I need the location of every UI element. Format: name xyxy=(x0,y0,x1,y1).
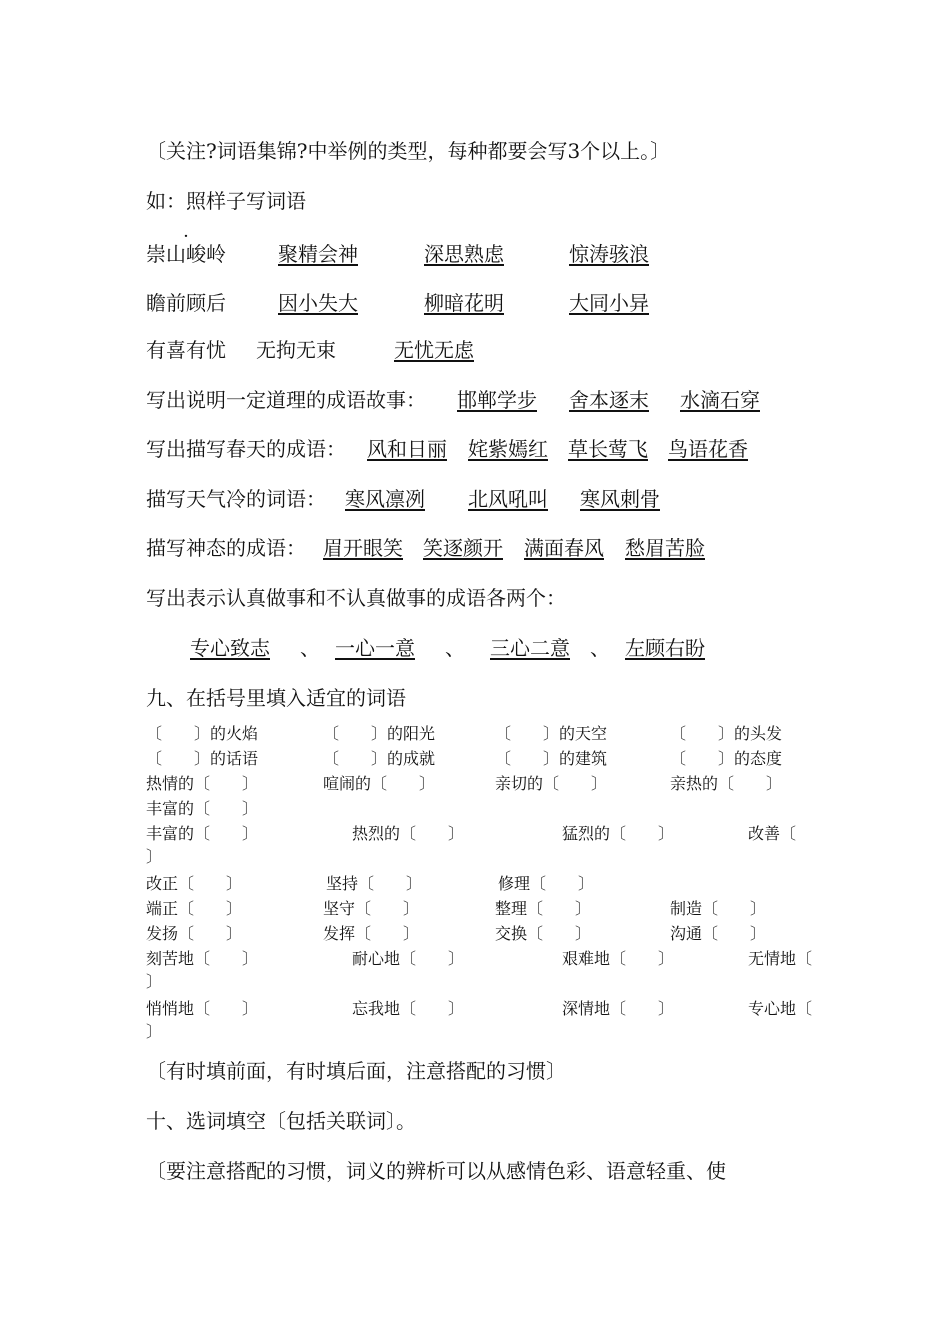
fill-in-item: 沟通〔 〕 xyxy=(670,924,767,943)
fill-in-item: 制造〔 〕 xyxy=(670,899,767,918)
fill-in-item: 〔 〕的阳光 xyxy=(323,724,436,743)
fill-in-item: 艰难地〔 〕 xyxy=(562,949,675,968)
example-word: 瞻前顾后 xyxy=(146,291,226,315)
answer-word: 专心致志 xyxy=(190,636,270,660)
section-10-note: 〔要注意搭配的习惯，词义的辨析可以从感情色彩、语意轻重、使 xyxy=(146,1159,726,1183)
answer-word: 姹紫嫣红 xyxy=(468,437,548,461)
fill-in-item: 坚持〔 〕 xyxy=(326,874,423,893)
answer-word: 邯郸学步 xyxy=(457,388,537,412)
fill-in-item: 猛烈的〔 〕 xyxy=(562,824,675,843)
example-word: 有喜有忧 xyxy=(146,338,226,362)
answer-word: 一心一意 xyxy=(335,636,415,660)
answer-word: 三心二意 xyxy=(490,636,570,660)
fill-in-item: 发扬〔 〕 xyxy=(146,924,243,943)
answer-word: 鸟语花香 xyxy=(668,437,748,461)
fill-in-item: 〔 〕的话语 xyxy=(146,749,259,768)
cold-weather-line xyxy=(146,487,660,511)
answer-word: 笑逐颜开 xyxy=(423,536,503,560)
answer-word: 因小失大 xyxy=(278,291,358,315)
fill-in-item: 〔 〕的火焰 xyxy=(146,724,259,743)
separator: 、 xyxy=(445,636,465,660)
fill-in-item: 热烈的〔 〕 xyxy=(352,824,465,843)
fill-in-item: 丰富的〔 〕 xyxy=(146,824,259,843)
fill-in-item: 〕 xyxy=(146,847,163,866)
fill-in-item: 〔 〕的成就 xyxy=(323,749,436,768)
line-label: 写出说明一定道理的成语故事： xyxy=(146,388,426,412)
answer-word: 柳暗花明 xyxy=(424,291,504,315)
separator: 、 xyxy=(300,636,320,660)
answer-word: 无忧无虑 xyxy=(394,338,474,362)
answer-word: 舍本逐末 xyxy=(569,388,649,412)
fill-in-item: 〔 〕的天空 xyxy=(495,724,608,743)
fill-in-item: 交换〔 〕 xyxy=(495,924,592,943)
expression-idioms-line xyxy=(146,536,705,560)
fill-in-item: 喧闹的〔 〕 xyxy=(323,774,436,793)
section-10-title: 十、选词填空〔包括关联词〕。 xyxy=(146,1109,416,1133)
spring-idioms-line xyxy=(146,437,748,461)
idiom-story-line xyxy=(146,388,760,412)
answer-word: 风和日丽 xyxy=(367,437,447,461)
fill-in-item: 亲切的〔 〕 xyxy=(495,774,608,793)
fill-in-item: 无情地〔 xyxy=(748,949,813,968)
answer-word: 水滴石穿 xyxy=(680,388,760,412)
fill-in-item: 发挥〔 〕 xyxy=(323,924,420,943)
fill-in-item: 修理〔 〕 xyxy=(498,874,595,893)
answer-word: 寒风刺骨 xyxy=(580,487,660,511)
fill-in-item: 〔 〕的头发 xyxy=(670,724,783,743)
fill-in-item: 改正〔 〕 xyxy=(146,874,243,893)
note-top: 〔关注?词语集锦?中举例的类型，每种都要会写3个以上。〕 xyxy=(146,139,671,163)
answer-word: 深思熟虑 xyxy=(424,242,504,266)
fill-in-item: 亲热的〔 〕 xyxy=(670,774,783,793)
answer-word: 愁眉苦脸 xyxy=(625,536,705,560)
fill-in-item: 悄悄地〔 〕 xyxy=(146,999,259,1018)
fill-in-item: 丰富的〔 〕 xyxy=(146,799,259,818)
example-row-1 xyxy=(146,242,649,266)
fill-in-item: 〔 〕的态度 xyxy=(670,749,783,768)
serious-prompt: 写出表示认真做事和不认真做事的成语各两个： xyxy=(146,586,566,610)
answer-word: 草长莺飞 xyxy=(568,437,648,461)
example-word: 无拘无束 xyxy=(256,338,336,362)
line-label: 描写天气冷的词语： xyxy=(146,487,326,511)
answer-word: 左顾右盼 xyxy=(625,636,705,660)
answer-word: 眉开眼笑 xyxy=(323,536,403,560)
section-9-note: 〔有时填前面，有时填后面，注意搭配的习惯〕 xyxy=(146,1059,566,1083)
fill-in-item: 〕 xyxy=(146,972,163,991)
example-row-2 xyxy=(146,291,649,315)
answer-word: 惊涛骇浪 xyxy=(569,242,649,266)
fill-in-item: 〕 xyxy=(146,1022,163,1041)
fill-in-item: 端正〔 〕 xyxy=(146,899,243,918)
example-row-3 xyxy=(146,338,474,362)
fill-in-item: 改善〔 xyxy=(748,824,797,843)
fill-in-item: 专心地〔 xyxy=(748,999,813,1018)
fill-in-item: 深情地〔 〕 xyxy=(562,999,675,1018)
fill-in-item: 热情的〔 〕 xyxy=(146,774,259,793)
fill-in-item: 坚守〔 〕 xyxy=(323,899,420,918)
line-label: 写出描写春天的成语： xyxy=(146,437,346,461)
intro-line: 如：照样子写词语 xyxy=(146,189,306,213)
answer-word: 聚精会神 xyxy=(278,242,358,266)
example-word: 崇山峻岭 xyxy=(146,242,226,266)
fill-in-item: 耐心地〔 〕 xyxy=(352,949,465,968)
line-label: 描写神态的成语： xyxy=(146,536,306,560)
fill-in-item: 〔 〕的建筑 xyxy=(495,749,608,768)
fill-in-item: 刻苦地〔 〕 xyxy=(146,949,259,968)
answer-word: 寒风凛冽 xyxy=(345,487,425,511)
fill-in-item: 忘我地〔 〕 xyxy=(352,999,465,1018)
answer-word: 北风吼叫 xyxy=(468,487,548,511)
fill-in-item: 整理〔 〕 xyxy=(495,899,592,918)
separator: 、 xyxy=(590,636,610,660)
section-9-title: 九、在括号里填入适宜的词语 xyxy=(146,686,406,710)
answer-word: 满面春风 xyxy=(524,536,604,560)
answer-word: 大同小异 xyxy=(569,291,649,315)
